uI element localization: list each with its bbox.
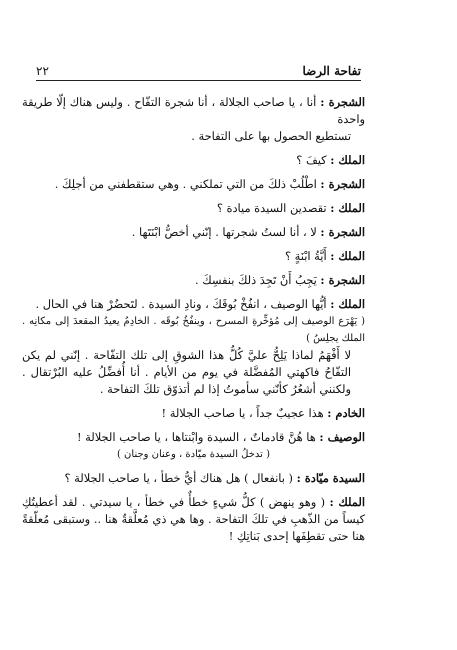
stage-direction: ( يَهْرَع الوصيف إلى مُؤخِّرةِ المسرح ، وينفُخُ بُوقَه . الخادِمُ يعيدُ المقعدَ إلى مكانِه . الملك يجلِسُ ) <box>22 316 365 344</box>
book-title: تفاحة الرضا <box>302 64 361 78</box>
page-number: ٢٢ <box>36 64 49 78</box>
dialogue-line <box>22 200 365 217</box>
dialogue-text: هذا عجيبٌ جداً ، يا صاحب الجلالة ! <box>161 406 324 420</box>
speaker-name: السيدة ميّادة : <box>296 471 365 485</box>
speaker-name: الوصيف : <box>319 430 365 444</box>
dialogue-text: أيُّها الوصيف ، انفُخْ بُوقَكَ ، ونادِ السيدة . لتَحضُرْ هنا في الحال . <box>35 297 327 311</box>
speaker-name: الملك : <box>330 201 365 215</box>
dialogue-line <box>22 494 365 545</box>
dialogue-line <box>22 272 365 289</box>
stage-direction: ( تدخلُ السيدة ميّادة ، وعنان وجنان ) <box>116 449 271 460</box>
dialogue-line <box>22 296 365 398</box>
dialogue-text: أنا ، يا صاحب الجلالة ، أنا شجرة التفّاح . وليس هناك إلّا طريقة واحدة <box>22 95 365 126</box>
speaker-name: الشجرة : <box>320 95 366 109</box>
speaker-name: الملك : <box>329 495 366 509</box>
dialogue-line <box>22 470 365 487</box>
dialogue-text: ها هُنَّ قادماتٌ ، السيدة وابْنتاها ، يا صاحب الجلالة ! <box>76 430 316 444</box>
speaker-name: الخادم : <box>327 406 365 420</box>
dialogue-text: لا ، أنا لستُ شجرتها . إنّني أخصُّ ابْنَتَها . <box>131 225 317 239</box>
speaker-name: الشجرة : <box>320 225 365 239</box>
dialogue-text-continued: تستطيع الحصول بها على التفاحة . <box>191 129 351 143</box>
dialogue-text: أَيَّةُ ابْنَةٍ ؟ <box>285 249 327 263</box>
dialogue-line <box>22 176 365 193</box>
dialogue-text: كيفَ ؟ <box>296 153 327 167</box>
dialogue-text: تقصدين السيدة ميادة ؟ <box>216 201 327 215</box>
page-body <box>22 94 365 552</box>
speaker-name: الشجرة : <box>320 273 365 287</box>
dialogue-line <box>22 248 365 265</box>
dialogue-text: يَجِبُ أَنْ تَجِدَ ذلكَ بنفسِكَ . <box>195 273 317 287</box>
speaker-name: الملك : <box>330 297 365 311</box>
page-header <box>36 64 361 81</box>
dialogue-line <box>22 224 365 241</box>
speaker-name: الملك : <box>330 153 365 167</box>
dialogue-text: اطْلُبْ ذلكَ من التي تملكني . وهي ستقطفني من أجلِكَ . <box>54 177 317 191</box>
speaker-name: الملك : <box>330 249 365 263</box>
dialogue-line <box>22 94 365 145</box>
dialogue-text-continued: لا أَفْهَمُ لماذا يَلِحُّ عليَّ كُلُّ هذا الشوقِ إلى تلك التفّاحة . إنّني لم يكن التفّاحُ فاكهتي المُفضَّلة في يوم من الأيام . أنا أُفضِّلُ عليه البُرْتقال . ولكنني أشعُرُ كأنّني سأموتُ إذا لم أتذوّق تلكَ التفاحة . <box>22 348 351 396</box>
dialogue-text: ( وهو ينهض ) كلُّ شيءٍ خطأٌ في خطأ ، يا سيدتي . لقد أعطيتُكِ كيساً من الذّهبِ في تلكَ التفاحة . وها هي ذي مُعلَّقةٌ هنا .. وستبقى مُعلّقةً هنا حتى تقطِفَها إحدى بَناتِكِ ! <box>22 495 365 543</box>
dialogue-line <box>22 429 365 463</box>
dialogue-line <box>22 405 365 422</box>
dialogue-text: ( بانفعال ) هل هناك أيُّ خطأ ، يا صاحب الجلالة ؟ <box>64 471 293 485</box>
dialogue-line <box>22 152 365 169</box>
speaker-name: الشجرة : <box>320 177 365 191</box>
